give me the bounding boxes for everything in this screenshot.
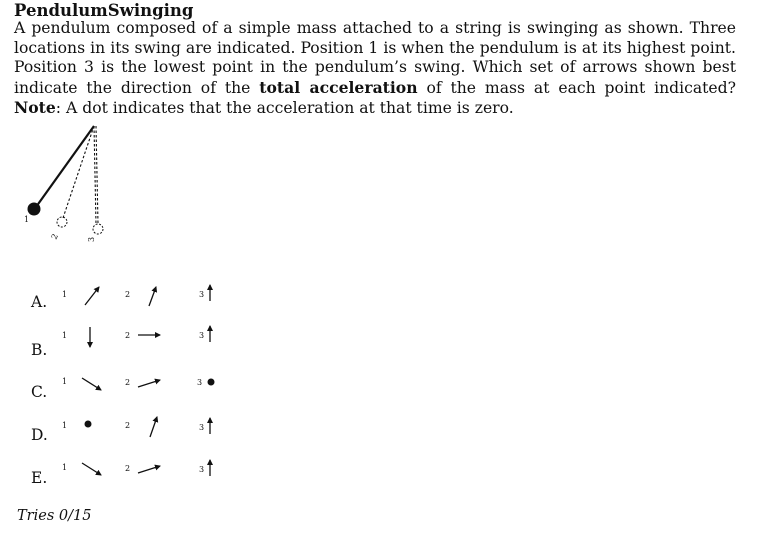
option-d-pos1-label: 1 — [62, 421, 68, 430]
option-a-letter[interactable]: A. — [31, 293, 48, 311]
option-b-pos2-label: 2 — [125, 331, 131, 340]
option-c-pos2-label: 2 — [125, 378, 131, 387]
position-label-3: 3 — [87, 236, 96, 242]
option-b-arrows[interactable] — [62, 326, 210, 347]
tries-counter: Tries 0/15 — [17, 508, 92, 524]
question-bold-term: total acceleration — [259, 77, 418, 97]
option-c-arrows[interactable] — [62, 377, 215, 390]
option-d-arrow-2 — [150, 417, 157, 437]
option-b-letter[interactable]: B. — [31, 341, 48, 359]
option-a-arrows[interactable] — [62, 285, 210, 306]
option-d-dot-1 — [85, 421, 92, 428]
option-a-pos2-label: 2 — [125, 290, 131, 299]
option-c-pos3-label: 3 — [197, 378, 203, 387]
option-a-pos1-label: 1 — [62, 290, 68, 299]
option-e-pos1-label: 1 — [62, 463, 68, 472]
option-a-arrow-2 — [149, 287, 156, 306]
option-c-arrow-1 — [82, 378, 101, 390]
problem-title: PendulumSwinging — [14, 1, 194, 20]
option-e-arrows[interactable] — [62, 460, 210, 476]
question-part-1: A pendulum composed of a simple mass attached to a string is swinging as shown. Three locations in its swing are indicated. Position 1 is when the pendulum is at its highest point. Position 3 is the lowest point in the pendulum’s swing. Which set of arrows shown best indicate the direction of the — [14, 19, 736, 97]
option-b-pos1-label: 1 — [62, 331, 68, 340]
option-e-pos2-label: 2 — [125, 464, 131, 473]
option-e-arrow-2 — [138, 466, 160, 473]
option-c-dot-3 — [208, 379, 215, 386]
option-d-letter[interactable]: D. — [31, 426, 48, 444]
option-d-pos2-label: 2 — [125, 421, 131, 430]
option-d-pos3-label: 3 — [199, 423, 205, 432]
option-c-letter[interactable]: C. — [31, 383, 48, 401]
option-a-arrow-1 — [85, 287, 99, 305]
option-e-letter[interactable]: E. — [31, 469, 48, 487]
option-b-pos3-label: 3 — [199, 331, 205, 340]
position-label-1: 1 — [24, 215, 30, 224]
option-d-arrows[interactable] — [62, 417, 210, 437]
option-a-pos3-label: 3 — [199, 290, 205, 299]
position-label-2: 2 — [49, 232, 60, 241]
option-e-pos3-label: 3 — [199, 465, 205, 474]
option-c-arrow-2 — [138, 380, 160, 387]
question-part-3: : A dot indicates that the acceleration at that time is zero. — [55, 99, 514, 118]
note-label: Note — [14, 98, 56, 118]
option-c-pos1-label: 1 — [62, 377, 68, 386]
question-part-2: of the mass at each point indicated? — [417, 78, 736, 97]
option-e-arrow-1 — [82, 463, 101, 475]
